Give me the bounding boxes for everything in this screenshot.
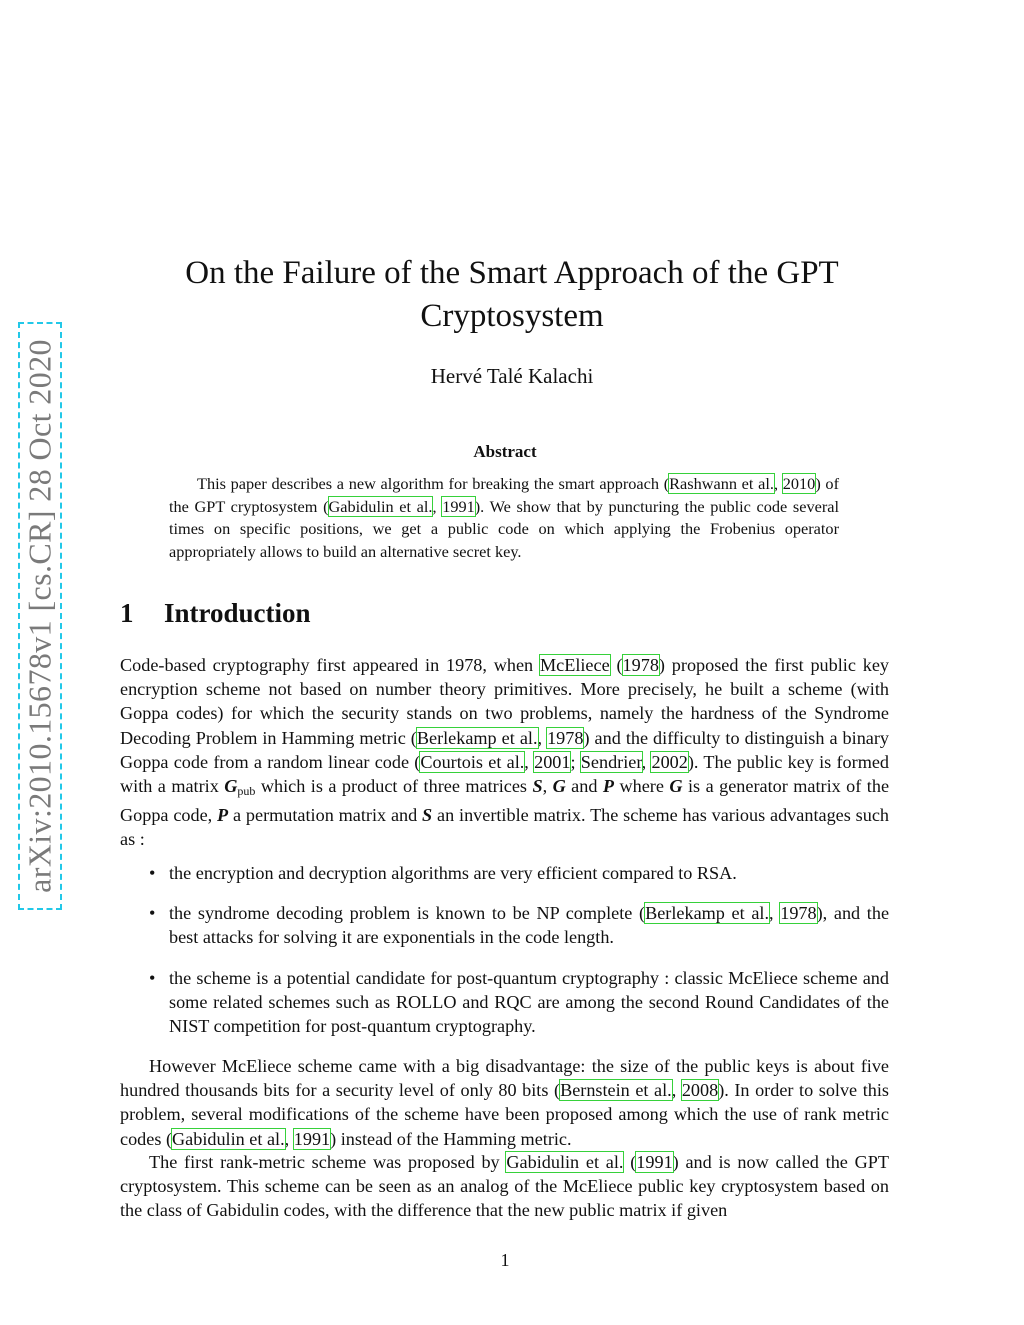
math-subscript: pub — [237, 784, 256, 799]
title-line-1: On the Failure of the Smart Approach of the GPT — [185, 255, 839, 291]
section-heading — [120, 598, 311, 629]
list-item — [120, 861, 889, 885]
citation-link[interactable]: Courtois et al. — [420, 751, 525, 772]
arxiv-identifier-stamp — [18, 322, 62, 910]
math-symbol: P — [217, 805, 229, 826]
list-item-text: the scheme is a potential candidate for post-quantum cryptography : classic McEliece scheme and some related schemes such as ROLLO and RQC are among the second Round Candidates of the NIST competition for post-quantum cryptography. — [169, 967, 889, 1037]
list-item-text: the syndrome decoding problem is known to be NP complete ( — [169, 903, 646, 924]
abstract-heading: Abstract — [473, 442, 537, 461]
bullet-icon: • — [149, 863, 156, 883]
body-text: ) instead of the Hamming metric. — [330, 1128, 572, 1149]
body-text: , — [671, 1080, 682, 1101]
body-text: Code-based cryptography first appeared in 1978, when — [120, 655, 540, 675]
citation-year-link[interactable]: 2001 — [534, 751, 571, 772]
body-text: ) and is now called the GPT cryptosystem. This scheme can be seen as an analog of the McEliece public key cryptosystem based on the class of Gabidulin codes, with the difference that the new public matrix if given — [120, 1152, 889, 1221]
body-text: ( — [623, 1152, 637, 1172]
abstract-body — [169, 473, 839, 563]
body-text: ) proposed the first public key encryption scheme not based on number theory primitives. More precisely, he built a scheme (with Goppa codes) for which the security stands on two problems, namely the hardness of the Syndrome Decoding Problem in Hamming metric ( — [120, 655, 890, 748]
body-text: , — [542, 776, 553, 797]
math-symbol: S — [422, 805, 433, 826]
section-number: 1 — [120, 598, 134, 628]
paper-title — [0, 252, 1024, 338]
body-text: , — [524, 751, 535, 772]
citation-link[interactable]: McEliece — [539, 655, 610, 675]
title-line-2: Cryptosystem — [420, 298, 604, 334]
list-item-text: , — [769, 903, 781, 924]
body-text: ( — [609, 655, 623, 675]
arxiv-identifier-text: arXiv:2010.15678v1 [cs.CR] 28 Oct 2020 — [21, 339, 58, 893]
citation-year-link[interactable]: 1991 — [293, 1128, 331, 1149]
body-text: an invertible matrix. The scheme has various advantages such as : — [120, 805, 889, 850]
list-item-text: the encryption and decryption algorithms are very efficient compared to RSA. — [169, 863, 737, 883]
body-text: The first rank-metric scheme was proposed by — [149, 1152, 507, 1172]
list-item — [120, 966, 889, 1039]
math-symbol: S — [532, 776, 543, 797]
body-text: , — [284, 1128, 294, 1149]
citation-link[interactable]: Gabidulin et al. — [506, 1152, 624, 1172]
citation-link[interactable]: Bernstein et al. — [560, 1080, 672, 1101]
page-number: 1 — [500, 1250, 510, 1270]
body-text: , — [641, 751, 652, 772]
body-text: and — [565, 776, 603, 797]
list-item-text: ), and the best attacks for solving it are exponentials in the code length. — [169, 903, 890, 948]
math-symbol: G — [552, 776, 566, 797]
citation-year-link[interactable]: 2002 — [651, 751, 688, 772]
citation-link[interactable]: Sendrier — [580, 751, 642, 772]
citation-year-link[interactable]: 1978 — [780, 903, 817, 924]
citation-link[interactable]: Rashwann et al. — [669, 474, 774, 493]
body-text: ). In order to solve this problem, several modifications of the scheme have been proposed among which the use of rank metric codes ( — [120, 1080, 889, 1149]
body-text: where — [614, 776, 670, 797]
body-text: , — [537, 727, 548, 748]
math-symbol: G — [669, 776, 683, 797]
body-text: ). The public key is formed with a matrix — [120, 751, 890, 797]
body-text: ; — [570, 751, 581, 772]
citation-year-link[interactable]: 2010 — [782, 474, 816, 493]
citation-link[interactable]: Berlekamp et al. — [416, 727, 538, 748]
advantages-list — [120, 861, 889, 1054]
bullet-icon: • — [149, 967, 156, 988]
section-title: Introduction — [164, 598, 311, 628]
bullet-icon: • — [149, 903, 156, 924]
abstract-text: , — [773, 474, 783, 493]
citation-link[interactable]: Gabidulin et al. — [172, 1128, 285, 1149]
author-name: Hervé Talé Kalachi — [430, 364, 594, 388]
body-text: which is a product of three matrices — [255, 776, 533, 797]
intro-paragraph-1 — [120, 653, 889, 852]
abstract-text: This paper describes a new algorithm for breaking the smart approach ( — [197, 474, 670, 493]
citation-year-link[interactable]: 2008 — [681, 1080, 719, 1101]
body-text: ) and the difficulty to distinguish a binary Goppa code from a random linear code ( — [120, 727, 890, 772]
math-symbol-base: G — [224, 776, 238, 797]
abstract-text: ). We show that by puncturing the public code several times on specific positions, we get a public code on which applying the Frobenius operator appropriately allows to build an alternative secret key. — [169, 496, 840, 561]
citation-link[interactable]: Gabidulin et al. — [328, 496, 433, 516]
citation-year-link[interactable]: 1991 — [636, 1152, 673, 1172]
citation-year-link[interactable]: 1978 — [547, 727, 584, 748]
math-symbol: P — [602, 776, 615, 797]
intro-paragraph-3 — [120, 1150, 889, 1223]
abstract-text: ) of the GPT cryptosystem ( — [169, 474, 839, 516]
body-text: a permutation matrix and — [228, 805, 423, 826]
body-text: is a generator matrix of the Goppa code, — [120, 776, 890, 826]
citation-year-link[interactable]: 1978 — [622, 655, 659, 675]
body-text: However McEliece scheme came with a big disadvantage: the size of the public keys is about five hundred thousands bits for a security level of only 80 bits ( — [120, 1056, 889, 1101]
abstract-text: , — [432, 496, 443, 516]
intro-paragraph-2 — [120, 1054, 889, 1151]
citation-link[interactable]: Berlekamp et al. — [645, 903, 770, 924]
citation-year-link[interactable]: 1991 — [442, 496, 475, 516]
list-item — [120, 901, 889, 949]
math-symbol — [224, 776, 256, 799]
